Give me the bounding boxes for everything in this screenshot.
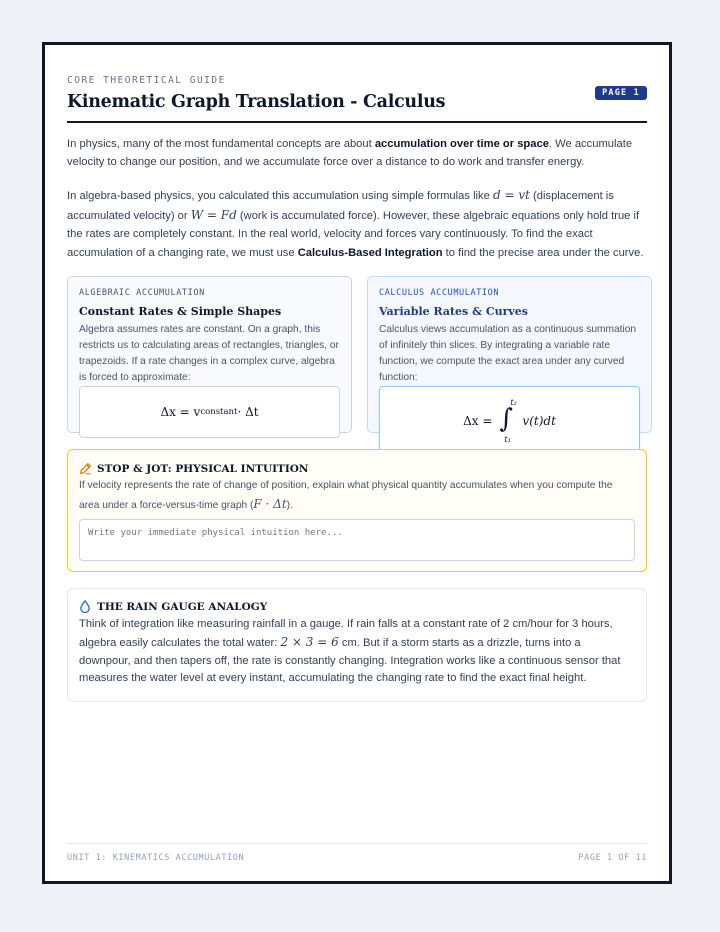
algebraic-formula-lhs: Δx = v bbox=[160, 405, 201, 419]
footer-unit: UNIT 1: KINEMATICS ACCUMULATION bbox=[67, 853, 245, 863]
calculus-formula-lhs: Δx = bbox=[463, 414, 493, 428]
algebraic-title: Constant Rates & Simple Shapes bbox=[79, 305, 282, 318]
jot-prompt-text-b: ). bbox=[286, 500, 293, 511]
pencil-icon bbox=[79, 462, 92, 475]
jot-prompt bbox=[79, 477, 635, 515]
integral-sign-icon: ∫ bbox=[499, 404, 513, 434]
integral-upper-limit: t₂ bbox=[510, 398, 517, 407]
stop-and-jot-box bbox=[67, 449, 647, 572]
integral-lower-limit: t₁ bbox=[504, 435, 511, 444]
title-rule bbox=[67, 121, 647, 123]
page-badge: PAGE 1 bbox=[595, 86, 647, 100]
calculus-body: Calculus views accumulation as a continuous summation of infinitely thin slices. By integrating a variable rate function, we compute the exact area under any curved function: bbox=[379, 324, 637, 383]
intro-p1-text-a: In physics, many of the most fundamental concepts are about bbox=[67, 138, 375, 150]
math-rain-total: 2 × 3 = 6 bbox=[280, 634, 339, 649]
calculus-formula bbox=[379, 386, 640, 456]
math-displacement: d = vt bbox=[492, 188, 530, 202]
rain-text-a: Think of integration like measuring rainfall in a gauge. If rain falls at a constant rate of 2 cm/hour for 3 hours, algebra easily calculates the total water: bbox=[79, 618, 613, 649]
algebraic-body: Algebra assumes rates are constant. On a graph, this restricts us to calculating areas of rectangles, triangles, or trapezoids. If a rate changes in a complex curve, algebra is forced to approximate: bbox=[79, 324, 339, 383]
algebraic-card bbox=[67, 276, 352, 433]
page-content bbox=[67, 45, 647, 881]
algebraic-formula-subscript: constant bbox=[200, 407, 238, 417]
algebraic-formula-rhs: · Δt bbox=[237, 405, 259, 419]
intro-p1-text-b: . We accumulate velocity to change our position, and we accumulate force over a distance to do work and transfer energy. bbox=[67, 138, 633, 168]
rain-title: THE RAIN GAUGE ANALOGY bbox=[97, 600, 268, 613]
intro-p2-bold: Calculus-Based Integration bbox=[297, 246, 443, 259]
jot-title: STOP & JOT: PHYSICAL INTUITION bbox=[97, 462, 309, 475]
intro-p2-text-b: (displacement is accumulated velocity) or bbox=[67, 190, 614, 222]
jot-prompt-text-a: If velocity represents the rate of change of position, explain what physical quantity accumulates when you compute the area under a force-versus-time graph ( bbox=[79, 480, 613, 511]
guide-kicker: CORE THEORETICAL GUIDE bbox=[67, 75, 226, 86]
rain-header bbox=[79, 600, 267, 613]
footer-page-count: PAGE 1 OF 11 bbox=[578, 853, 647, 863]
intuition-answer-field[interactable] bbox=[79, 519, 635, 561]
math-work: W = Fd bbox=[190, 207, 237, 222]
rain-gauge-box bbox=[67, 588, 647, 702]
intro-paragraph-2 bbox=[67, 186, 647, 262]
rain-body bbox=[79, 616, 635, 688]
calculus-card bbox=[367, 276, 652, 444]
math-impulse: F · Δt bbox=[253, 497, 287, 511]
intro-p2-text-d: to find the precise area under the curve. bbox=[442, 246, 644, 259]
integral-block bbox=[498, 399, 518, 443]
intro-p2-text-c: (work is accumulated force). However, these algebraic equations only hold true if the rates are completely constant. In the real world, velocity and forces vary continuously. To find the exact accumulation of a changing rate, we must use bbox=[67, 209, 640, 259]
algebraic-kicker: ALGEBRAIC ACCUMULATION bbox=[79, 288, 205, 298]
algebraic-formula bbox=[79, 386, 340, 438]
calculus-integrand: v(t)dt bbox=[522, 414, 556, 428]
page-title: Kinematic Graph Translation - Calculus bbox=[67, 92, 446, 112]
footer-rule bbox=[67, 843, 647, 844]
intro-p1-bold: accumulation over time or space bbox=[374, 138, 549, 150]
droplet-icon bbox=[79, 600, 91, 613]
rain-text-b: cm. But if a storm starts as a drizzle, turns into a downpour, and then tapers off, the rate is constantly changing. Integration works like a continuous sensor that measures the water level at every instant, accumulating the changing rate to find the exact final height. bbox=[79, 636, 621, 685]
calculus-kicker: CALCULUS ACCUMULATION bbox=[379, 288, 500, 298]
document-page bbox=[42, 42, 672, 884]
calculus-title: Variable Rates & Curves bbox=[379, 305, 528, 318]
intro-p2-text-a: In algebra-based physics, you calculated this accumulation using simple formulas like bbox=[67, 190, 493, 202]
jot-header bbox=[79, 462, 309, 475]
intro-paragraph-1 bbox=[67, 136, 647, 171]
